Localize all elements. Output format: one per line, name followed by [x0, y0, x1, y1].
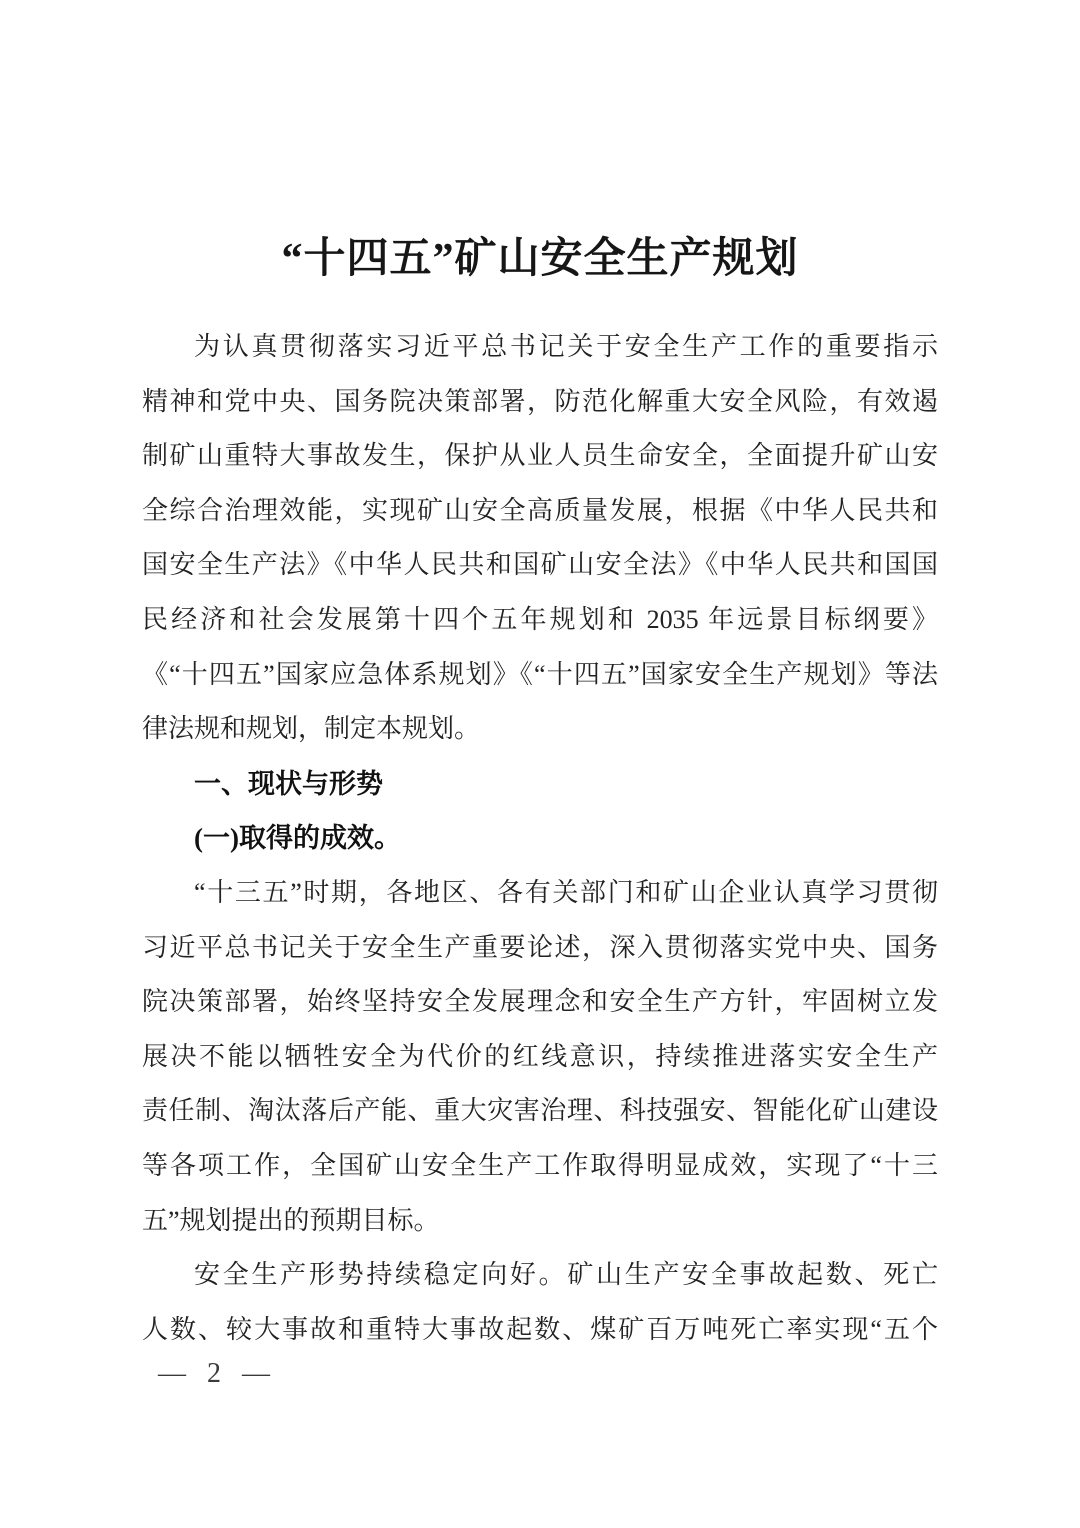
- paragraph-line: 国安全生产法》《中华人民共和国矿山安全法》《中华人民共和国国: [142, 550, 938, 580]
- paragraph-line: “十三五”时期，各地区、各有关部门和矿山企业认真学习贯彻: [194, 877, 938, 907]
- paragraph-line: 精神和党中央、国务院决策部署，防范化解重大安全风险，有效遏: [142, 386, 938, 416]
- section-heading: 一、现状与形势: [194, 768, 383, 799]
- paragraph-line: 民经济和社会发展第十四个五年规划和 2035 年远景目标纲要》: [142, 604, 938, 634]
- paragraph-line: 习近平总书记关于安全生产重要论述，深入贯彻落实党中央、国务: [142, 932, 938, 962]
- document-body: [142, 320, 938, 1357]
- paragraph-line: 展决不能以牺牲安全为代价的红线意识，持续推进落实安全生产: [142, 1041, 938, 1071]
- paragraph-line: 人数、较大事故和重特大事故起数、煤矿百万吨死亡率实现“五个: [142, 1314, 938, 1344]
- paragraph-line: 安全生产形势持续稳定向好。矿山生产安全事故起数、死亡: [194, 1260, 938, 1290]
- paragraph-line: 五”规划提出的预期目标。: [142, 1205, 440, 1235]
- paragraph-line: 为认真贯彻落实习近平总书记关于安全生产工作的重要指示: [194, 332, 938, 361]
- paragraph-line: 等各项工作，全国矿山安全生产工作取得明显成效，实现了“十三: [142, 1150, 938, 1180]
- paragraph-line: 律法规和规划，制定本规划。: [142, 714, 481, 744]
- paragraph-line: 制矿山重特大事故发生，保护从业人员生命安全，全面提升矿山安: [142, 441, 938, 471]
- paragraph-line: 责任制、淘汰落后产能、重大灾害治理、科技强安、智能化矿山建设: [142, 1096, 938, 1126]
- page-number: — 2 —: [158, 1358, 272, 1389]
- paragraph-line: 院决策部署，始终坚持安全发展理念和安全生产方针，牢固树立发: [142, 987, 938, 1017]
- subsection-heading: (一)取得的成效。: [194, 823, 401, 854]
- paragraph-line: 全综合治理效能，实现矿山安全高质量发展，根据《中华人民共和: [142, 495, 938, 525]
- paragraph-line: 《“十四五”国家应急体系规划》《“十四五”国家安全生产规划》等法: [142, 659, 938, 689]
- document-title: “十四五”矿山安全生产规划: [281, 236, 799, 282]
